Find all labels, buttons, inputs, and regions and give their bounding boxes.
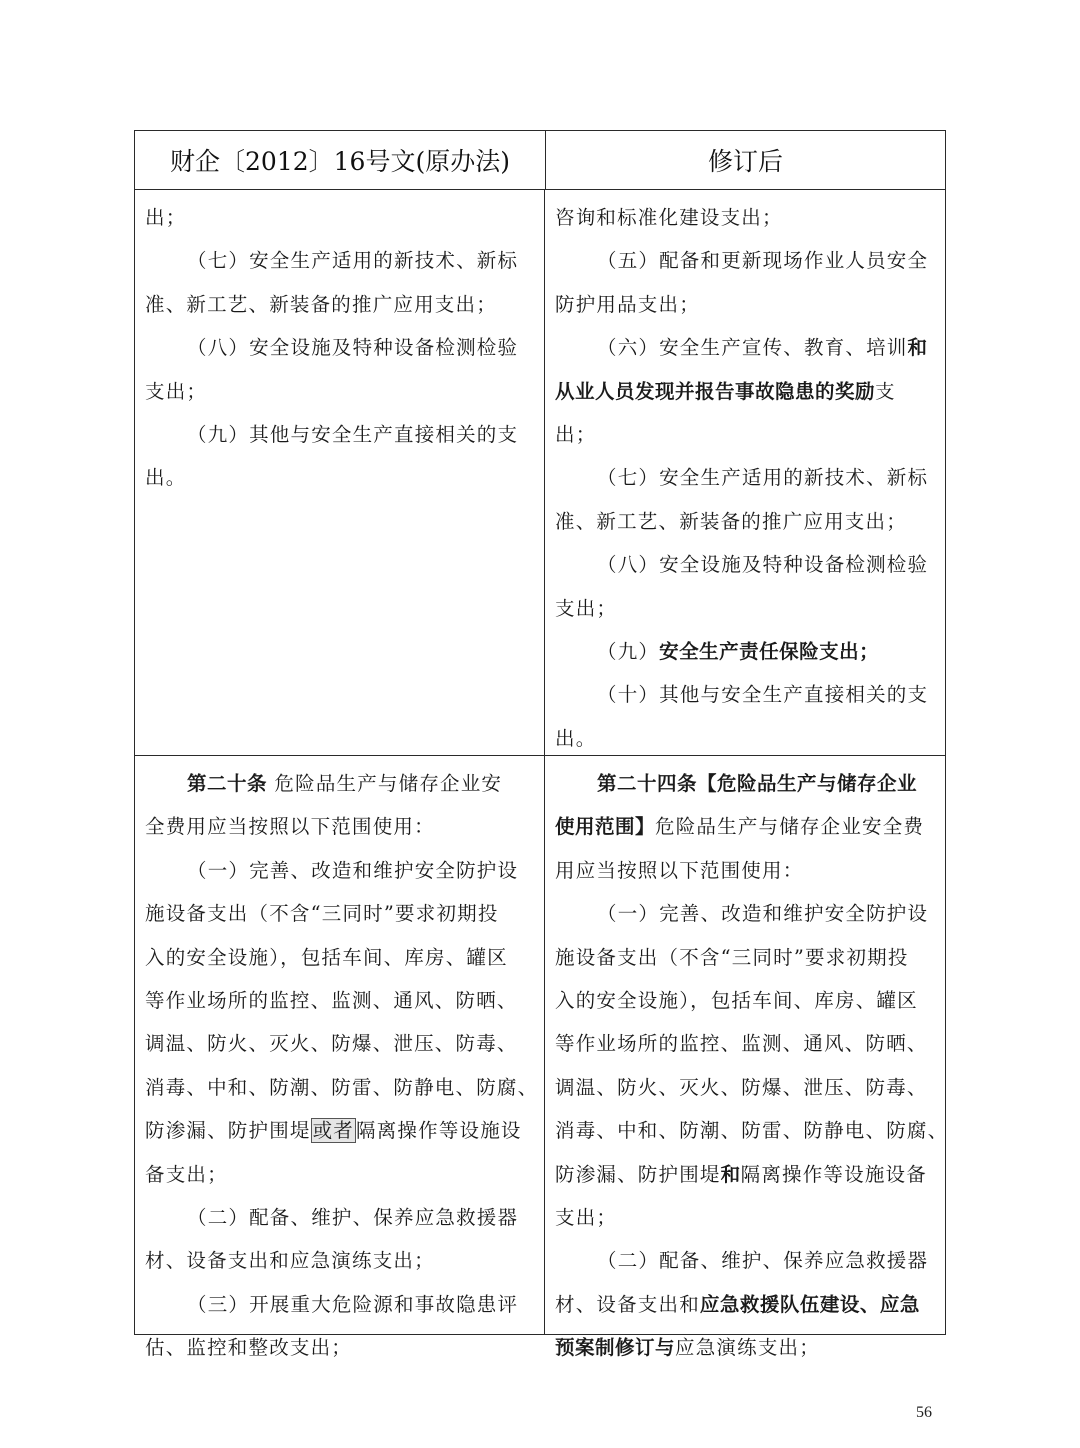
text-line — [555, 370, 935, 413]
text-run: 支 — [875, 379, 896, 403]
text-line — [145, 762, 534, 805]
revised-text: 预案制修订与 — [555, 1336, 676, 1360]
text-line: （一）完善、改造和维护安全防护设 — [597, 902, 929, 926]
text-line: 咨询和标准化建设支出； — [555, 206, 783, 229]
text-line: （五）配备和更新现场作业人员安全 — [597, 249, 929, 273]
text-line — [555, 630, 935, 673]
table-header-row — [135, 131, 945, 190]
text-line: 准、新工艺、新装备的推广应用支出； — [145, 292, 497, 316]
text-run: 材、设备支出和 — [555, 1292, 700, 1316]
text-line: 支出； — [145, 379, 208, 403]
text-line: 等作业场所的监控、监测、通风、防晒、 — [555, 1032, 928, 1056]
text-line — [555, 1283, 948, 1326]
text-line: （九）其他与安全生产直接相关的支 — [187, 422, 519, 446]
table-row — [135, 756, 949, 1360]
text-run: 隔离操作等设施设 — [356, 1119, 522, 1143]
original-cell — [135, 190, 545, 755]
text-run: （九） — [597, 639, 660, 663]
text-line: 防护用品支出； — [555, 292, 700, 316]
text-line: 备支出； — [145, 1162, 228, 1186]
text-run: （六）安全生产宣传、教育、培训 — [597, 336, 908, 360]
text-line — [145, 1109, 534, 1152]
text-line: 用应当按照以下范围使用： — [555, 858, 804, 882]
text-line: （二）配备、维护、保养应急救援器 — [187, 1205, 519, 1229]
text-line: 材、设备支出和应急演练支出； — [145, 1249, 435, 1273]
text-line: 调温、防火、灭火、防爆、泄压、防毒、 — [145, 1032, 518, 1056]
text-run: 防渗漏、防护围堤 — [145, 1119, 311, 1143]
header-original: 财企〔2012〕16号文(原办法) — [135, 131, 546, 189]
text-run: 防渗漏、防护围堤 — [555, 1162, 721, 1186]
text-run: 危险品生产与储存企业安 — [267, 772, 503, 795]
text-line: 入的安全设施），包括车间、库房、罐区 — [555, 988, 918, 1012]
text-line: 入的安全设施），包括车间、库房、罐区 — [145, 945, 508, 969]
text-run: 应急演练支出； — [675, 1336, 820, 1360]
text-line — [555, 326, 935, 369]
text-line: 消毒、中和、防潮、防雷、防静电、防腐、 — [145, 1075, 539, 1099]
article-number: 第二十条 — [187, 772, 268, 795]
text-line: 出； — [555, 422, 597, 446]
original-cell — [135, 756, 545, 1360]
text-line: （三）开展重大危险源和事故隐患评 — [187, 1292, 519, 1316]
table-row — [135, 190, 945, 756]
revised-text: 和 — [907, 336, 928, 360]
text-line: （八）安全设施及特种设备检测检验 — [597, 553, 929, 577]
text-line: 估、监控和整改支出； — [145, 1336, 353, 1360]
text-line: 全费用应当按照以下范围使用： — [145, 815, 435, 839]
revised-cell — [545, 756, 958, 1360]
text-line — [555, 805, 948, 848]
text-line: （二）配备、维护、保养应急救援器 — [597, 1249, 929, 1273]
text-line: 施设备支出（不含“三同时”要求初期投 — [555, 945, 909, 969]
text-line: 施设备支出（不含“三同时”要求初期投 — [145, 902, 499, 926]
text-line: 准、新工艺、新装备的推广应用支出； — [555, 509, 907, 533]
text-line: 出； — [145, 206, 187, 229]
text-line — [555, 1153, 948, 1196]
revised-text: 安全生产责任保险支出； — [659, 639, 880, 663]
text-line: （七）安全生产适用的新技术、新标 — [187, 249, 519, 273]
text-line: 支出； — [555, 1205, 618, 1229]
text-run: 危险品生产与储存企业安全费 — [655, 815, 925, 839]
text-line: （十）其他与安全生产直接相关的支 — [597, 683, 929, 707]
text-line: （一）完善、改造和维护安全防护设 — [187, 858, 519, 882]
revised-text: 使用范围】 — [555, 815, 656, 839]
text-line: 支出； — [555, 596, 618, 620]
comparison-table — [134, 130, 949, 1360]
revised-cell — [545, 190, 945, 755]
revised-text: 从业人员发现并报告事故隐患的奖励 — [555, 379, 876, 403]
page-number: 56 — [916, 1404, 932, 1421]
text-line: （八）安全设施及特种设备检测检验 — [187, 336, 519, 360]
revised-text: 和 — [720, 1162, 741, 1186]
text-line: （七）安全生产适用的新技术、新标 — [597, 466, 929, 490]
text-line: 等作业场所的监控、监测、通风、防晒、 — [145, 988, 518, 1012]
text-line: 消毒、中和、防潮、防雷、防静电、防腐、 — [555, 1119, 949, 1143]
highlighted-text: 或者 — [312, 1119, 355, 1143]
text-run: 隔离操作等设施设备 — [740, 1162, 927, 1186]
text-line: 出。 — [555, 726, 597, 750]
text-line — [555, 1326, 948, 1369]
revised-text: 应急救援队伍建设、应急 — [699, 1292, 920, 1316]
header-revised: 修订后 — [707, 147, 783, 176]
article-heading: 第二十四条【危险品生产与储存企业 — [597, 772, 918, 795]
text-line: 出。 — [145, 466, 187, 490]
text-line: 调温、防火、灭火、防爆、泄压、防毒、 — [555, 1075, 928, 1099]
